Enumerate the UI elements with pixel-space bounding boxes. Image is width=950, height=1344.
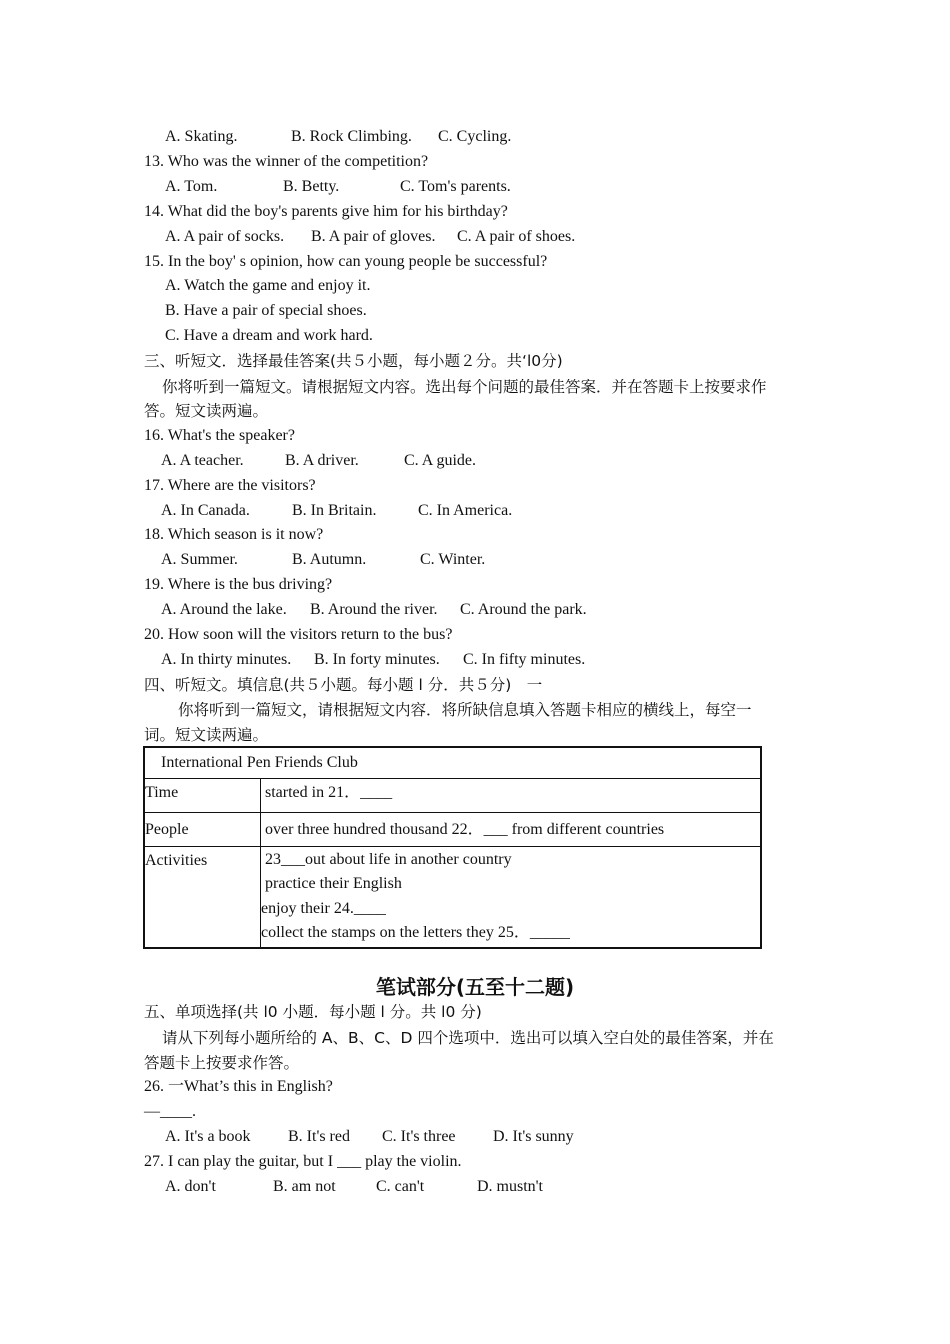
q17-option-c: C. In America. [418,502,513,519]
q20-option-c: C. In fifty minutes. [463,651,586,668]
q16-option-c: C. A guide. [404,452,477,469]
q19-option-b: B. Around the river. [310,601,438,618]
row-label-people: People [145,821,189,838]
q12-option-b: B. Rock Climbing. [291,128,412,145]
question-16: 16. What's the speaker? [144,427,295,444]
row-people-text: over three hundred thousand 22．___ from different countries [265,821,665,838]
q18-option-a: A. Summer. [161,551,238,568]
activity-line-1: 23___out about life in another country [265,851,512,868]
section-3-heading: 三、听短文．选择最佳答案(共５小题，每小题２分。共‘l0分) [144,352,563,370]
q19-option-c: C. Around the park. [460,601,587,618]
section-5-instructions-line1: 请从下列每小题所给的 A、B、C、D 四个选项中．选出可以填入空白处的最佳答案，并在 [162,1029,774,1047]
row-time-text: started in 21．____ [265,784,393,801]
section-3-instructions-line1: 你将听到一篇短文。请根据短文内容。选出每个问题的最佳答案．并在答题卡上按要求作 [162,378,767,396]
q17-option-b: B. In Britain. [292,502,377,519]
question-26: 26. 一What’s this in English? [144,1078,333,1095]
question-13: 13. Who was the winner of the competition? [144,153,429,170]
table-row-label-cell [144,847,261,949]
q26-option-d: D. It's sunny [493,1128,574,1145]
q13-option-b: B. Betty. [283,178,340,195]
q13-option-a: A. Tom. [165,178,218,195]
q15-option-b: B. Have a pair of special shoes. [165,302,367,319]
q12-option-c: C. Cycling. [438,128,512,145]
activity-line-4: collect the stamps on the letters they 25．_____ [261,924,570,941]
q16-option-a: A. A teacher. [161,452,244,469]
question-19: 19. Where is the bus driving? [144,576,333,593]
pen-friends-table [143,746,762,949]
question-17: 17. Where are the visitors? [144,477,316,494]
q15-option-c: C. Have a dream and work hard. [165,327,373,344]
section-5-instructions-line2: 答题卡上按要求作答。 [144,1054,300,1072]
table-row-content-cell [261,847,762,949]
q20-option-b: B. In forty minutes. [314,651,440,668]
q17-option-a: A. In Canada. [161,502,250,519]
q12-option-a: A. Skating. [165,128,238,145]
activity-line-2: practice their English [265,875,402,892]
q27-option-d: D. mustn't [477,1178,543,1195]
q26-option-c: C. It's three [382,1128,456,1145]
table-row-label-cell [144,779,261,813]
question-15: 15. In the boy' s opinion, how can young people be successful? [144,253,548,270]
q26-option-a: A. It's a book [165,1128,251,1145]
table-row-label-cell [144,813,261,847]
section-4-instructions-line2: 词。短文读两遍。 [144,726,269,744]
q27-option-c: C. can't [376,1178,425,1195]
question-14: 14. What did the boy's parents give him for his birthday? [144,203,508,220]
question-18: 18. Which season is it now? [144,526,324,543]
row-label-activities: Activities [145,852,208,869]
table-row-content-cell [261,779,762,813]
table-row-content-cell [261,813,762,847]
written-part-title: 笔试部分(五至十二题) [375,975,575,999]
q13-option-c: C. Tom's parents. [400,178,511,195]
section-4-heading: 四、听短文。填信息(共５小题。每小题 l 分．共５分) 一 [144,676,543,694]
activity-line-3: enjoy their 24.____ [261,900,386,917]
table-title-cell [144,747,761,779]
section-4-instructions-line1: 你将听到一篇短文，请根据短文内容．将所缺信息填入答题卡相应的横线上，每空一 [178,701,752,719]
question-27: 27. I can play the guitar, but I ___ play the violin. [144,1153,462,1170]
q18-option-c: C. Winter. [420,551,486,568]
row-label-time: Time [145,784,179,801]
section-5-heading: 五、单项选择(共 l0 小题．每小题 l 分。共 l0 分) [144,1003,482,1021]
q20-option-a: A. In thirty minutes. [161,651,292,668]
q26-option-b: B. It's red [288,1128,350,1145]
q27-option-a: A. don't [165,1178,216,1195]
q18-option-b: B. Autumn. [292,551,367,568]
question-26-answer-blank: —____. [144,1103,196,1120]
q14-option-c: C. A pair of shoes. [457,228,576,245]
q27-option-b: B. am not [273,1178,336,1195]
q14-option-b: B. A pair of gloves. [311,228,436,245]
q15-option-a: A. Watch the game and enjoy it. [165,277,371,294]
question-20: 20. How soon will the visitors return to the bus? [144,626,453,643]
q19-option-a: A. Around the lake. [161,601,287,618]
section-3-instructions-line2: 答。短文读两遍。 [144,402,269,420]
q14-option-a: A. A pair of socks. [165,228,285,245]
q16-option-b: B. A driver. [285,452,359,469]
table-title: International Pen Friends Club [161,754,358,771]
